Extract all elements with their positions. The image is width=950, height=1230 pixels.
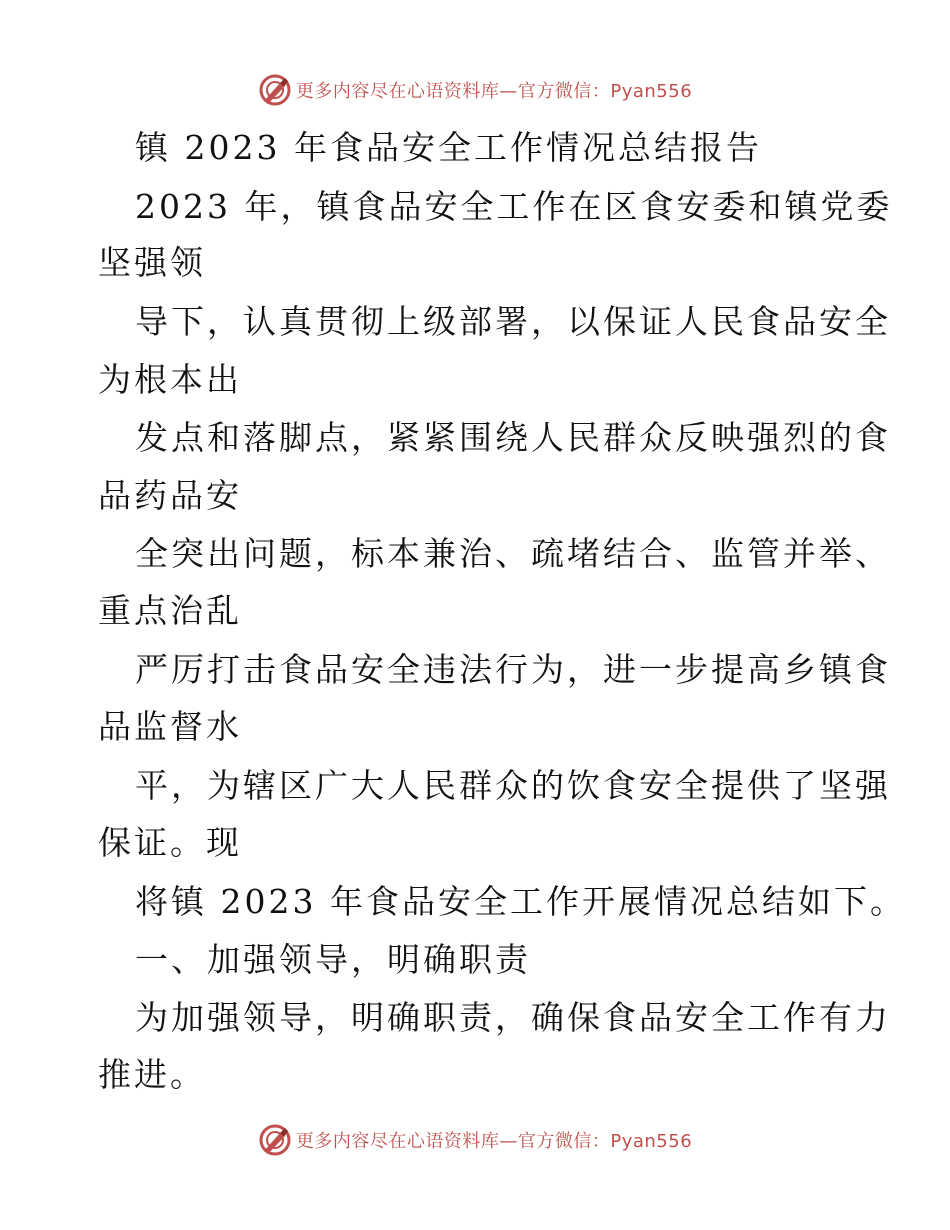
paragraph-line: 2023 年，镇食品安全工作在区食安委和镇党委 [135, 187, 893, 226]
pen-logo-icon [258, 1123, 292, 1157]
section-heading: 一、加强领导，明确职责 [135, 940, 531, 979]
paragraph-line: 将镇 2023 年食品安全工作开展情况总结如下。 [135, 882, 906, 921]
paragraph-line: 平，为辖区广大人民群众的饮食安全提供了坚强 [135, 766, 891, 805]
paragraph-line: 为加强领导，明确职责，确保食品安全工作有力 [135, 998, 891, 1037]
paragraph-line: 全突出问题，标本兼治、疏堵结合、监管并举、 [135, 534, 891, 573]
watermark-text: 更多内容尽在心语资料库—官方微信：Pyan556 [295, 1131, 693, 1152]
watermark-text: 更多内容尽在心语资料库—官方微信：Pyan556 [295, 81, 693, 102]
header-watermark-banner [0, 70, 950, 110]
paragraph-line: 为根本出 [98, 360, 242, 399]
paragraph-line: 品药品安 [98, 476, 242, 515]
paragraph-line: 严厉打击食品安全违法行为，进一步提高乡镇食 [135, 650, 891, 689]
paragraph-line: 发点和落脚点，紧紧围绕人民群众反映强烈的食 [135, 418, 891, 457]
paragraph-line: 坚强领 [98, 243, 206, 282]
paragraph-line: 品监督水 [98, 707, 242, 746]
document-title: 镇 2023 年食品安全工作情况总结报告 [135, 128, 762, 167]
pen-logo-icon [258, 73, 292, 107]
paragraph-line: 推进。 [98, 1055, 206, 1094]
paragraph-line: 保证。现 [98, 823, 242, 862]
paragraph-line: 导下，认真贯彻上级部署，以保证人民食品安全 [135, 302, 891, 341]
paragraph-line: 重点治乱 [98, 591, 242, 630]
footer-watermark-banner [0, 1120, 950, 1160]
